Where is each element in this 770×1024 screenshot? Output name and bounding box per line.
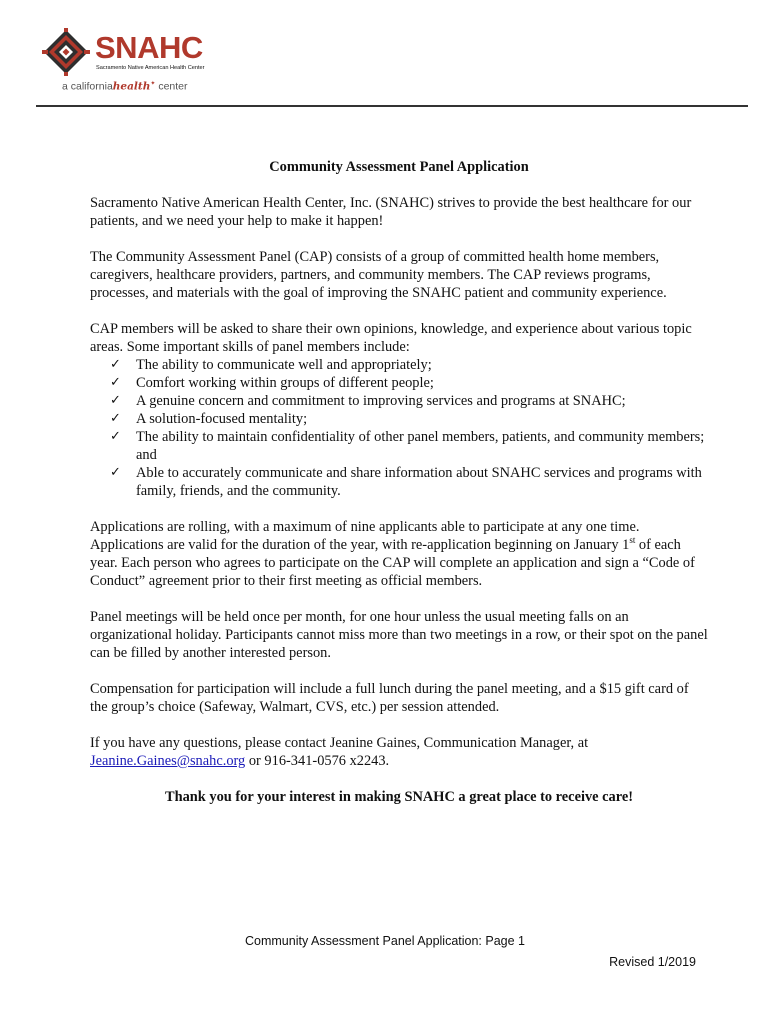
applications-text-b: of each year. Each person who agrees to participate on the CAP will complete an application and sign a “Code of Conduct” agreement prior to their first meeting as official members. — [90, 537, 695, 589]
tagline-prefix: a california — [62, 80, 113, 93]
contact-text-post: or 916-341-0576 x2243. — [245, 753, 390, 769]
contact-paragraph — [90, 734, 708, 770]
skills-section — [90, 320, 708, 500]
logo-name: SNAHC — [95, 30, 203, 65]
footer-revised-date: Revised 1/2019 — [609, 955, 696, 969]
skill-item — [90, 428, 708, 464]
meetings-paragraph: Panel meetings will be held once per month, for one hour unless the usual meeting falls on an organizational holiday. Participants cannot miss more than two meetings in a row, or their spot on the panel can be filled by another interested person. — [90, 609, 708, 661]
intro-paragraph: Sacramento Native American Health Center, Inc. (SNAHC) strives to provide the best healthcare for our patients, and we need your help to make it happen! — [90, 195, 692, 229]
skill-item — [90, 392, 708, 410]
skill-item — [90, 410, 708, 428]
skill-text: The ability to maintain confidentiality of other panel members, patients, and community members; and — [136, 429, 705, 463]
cap-description-paragraph: The Community Assessment Panel (CAP) consists of a group of committed health home members, caregivers, healthcare providers, partners, and community members. The CAP reviews programs, processes, and materials with the goal of improving the SNAHC patient and community experience. — [90, 249, 667, 301]
checkmark-icon: ✓ — [110, 429, 121, 444]
checkmark-icon: ✓ — [110, 375, 121, 390]
skill-item — [90, 356, 708, 374]
skill-text: The ability to communicate well and appropriately; — [136, 357, 432, 373]
footer-page-label: Community Assessment Panel Application: Page 1 — [244, 934, 525, 948]
skills-intro: CAP members will be asked to share their own opinions, knowledge, and experience about various topic areas. Some important skills of panel members include: — [90, 321, 692, 355]
skill-item — [90, 374, 708, 392]
applications-text-a: Applications are rolling, with a maximum of nine applicants able to participate at any one time. Applications are valid for the duration of the year, with re-application beginning on January 1 — [90, 519, 640, 553]
document-title: Community Assessment Panel Application — [269, 159, 529, 175]
skill-text: Able to accurately communicate and share information about SNAHC services and programs with family, friends, and the community. — [136, 465, 702, 499]
logo-subtitle: Sacramento Native American Health Center — [96, 65, 205, 71]
tagline-health: health — [112, 80, 151, 93]
skill-text: A solution-focused mentality; — [136, 411, 308, 427]
applications-paragraph — [90, 518, 708, 590]
sparkle-icon: ✦ — [150, 81, 156, 87]
compensation-paragraph: Compensation for participation will include a full lunch during the panel meeting, and a $15 gift card of the group’s choice (Safeway, Walmart, CVS, etc.) per session attended. — [90, 681, 689, 715]
checkmark-icon: ✓ — [110, 393, 121, 408]
checkmark-icon: ✓ — [110, 465, 121, 480]
checkmark-icon: ✓ — [110, 357, 121, 372]
skill-item — [90, 464, 708, 500]
contact-text-pre: If you have any questions, please contact Jeanine Gaines, Communication Manager, at — [90, 735, 589, 751]
ordinal-suffix: st — [629, 535, 636, 546]
header-divider — [36, 105, 748, 107]
skill-text: A genuine concern and commitment to improving services and programs at SNAHC; — [136, 393, 626, 409]
contact-email-link[interactable]: Jeanine.Gaines@snahc.org — [90, 753, 246, 769]
snahc-logo — [42, 28, 242, 100]
tagline-suffix: center — [155, 80, 188, 93]
checkmark-icon: ✓ — [110, 411, 121, 426]
logo-tagline — [62, 81, 188, 92]
skills-list — [90, 356, 708, 500]
diamond-pattern-logo-icon — [42, 28, 90, 76]
document-body — [90, 158, 708, 806]
skill-text: Comfort working within groups of different people; — [136, 375, 434, 391]
closing-statement: Thank you for your interest in making SNAHC a great place to receive care! — [164, 789, 634, 805]
